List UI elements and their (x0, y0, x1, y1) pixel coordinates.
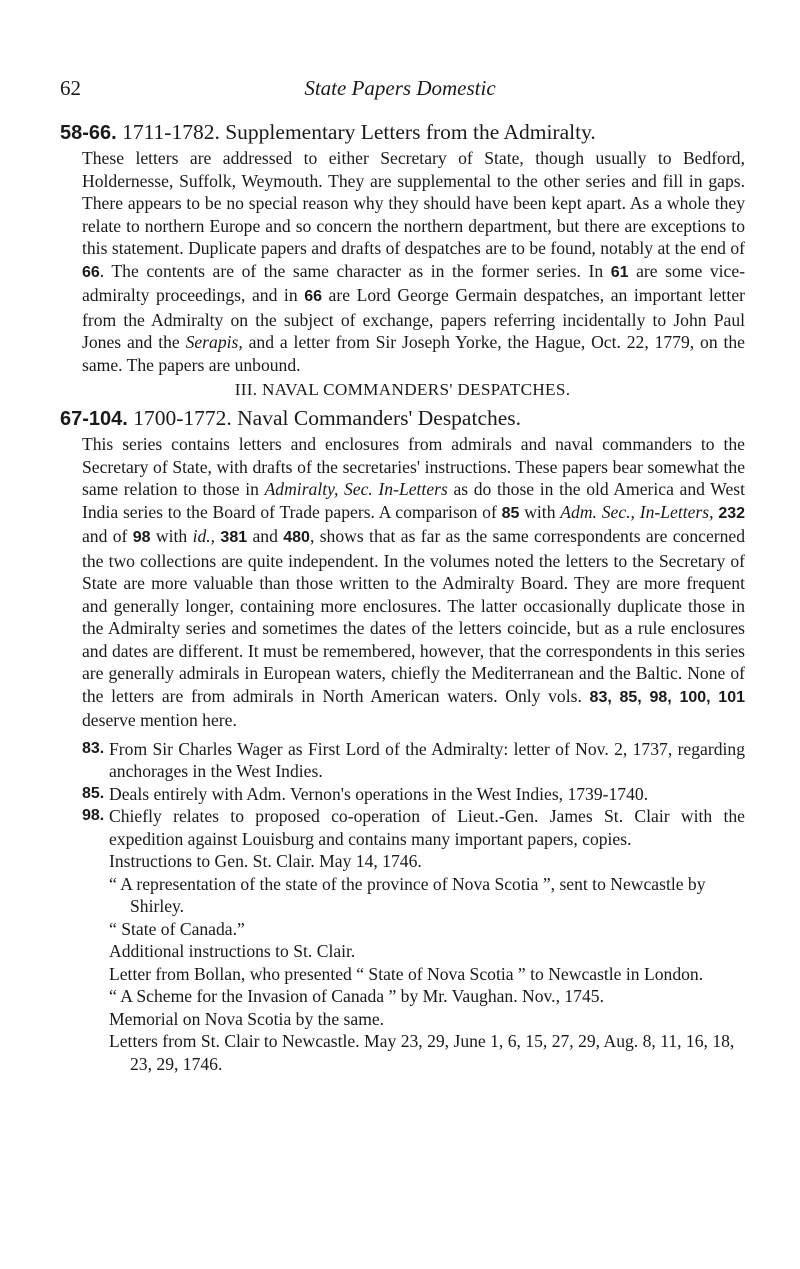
entry-paragraph-67-104 (60, 433, 745, 732)
list-item: “ A representation of the state of the province of Nova Scotia ”, sent to Newcastle by Shirley. (109, 873, 706, 916)
list-item: Instructions to Gen. St. Clair. May 14, 1746. (109, 851, 422, 871)
volume-ref: 85 (501, 504, 520, 522)
volume-ref: 98 (132, 529, 151, 546)
text-run: with (519, 501, 561, 522)
section-title: III. NAVAL COMMANDERS' DESPATCHES. (234, 380, 571, 399)
text-run: and of (82, 526, 133, 546)
source-title: id., (192, 526, 216, 546)
entry-dates: 1700-1772. (133, 406, 232, 430)
volume-ref: 66 (82, 263, 100, 281)
volume-item-85 (60, 783, 745, 806)
text-run: as do those in the old America and West India series to the Board of Trade papers. A comparison of (82, 479, 745, 522)
text-run: , shows that as far as the same correspondents are concerned the two collections are quite independent. In the volumes noted the letters to the Secretary of State are more valuable than those written to the Admiralty Board. They are more frequent and generally longer, containing more enclosures. The latter occasionally duplicate those in the Admiralty series and sometimes the dates of the letters coincide, but as a rule enclosures and dates are different. It must be remembered, however, that the correspondents in this series are generally admirals in European waters, chiefly the Mediterranean and the Baltic. None of the letters are from admirals in North American waters. Only vols. (82, 526, 746, 706)
entry-number: 67-104. (60, 408, 128, 430)
entry-paragraph-58-66 (60, 147, 745, 376)
volume-ref: 83, 85, 98, 100, 101 (589, 688, 746, 706)
list-item: Letter from Bollan, who presented “ State of Nova Scotia ” to Newcastle in London. (109, 963, 704, 984)
text-run: are some vice-admiralty proceedings, and in (82, 260, 745, 305)
running-head (60, 76, 740, 102)
text-run: deserve mention here. (82, 710, 237, 730)
text-run: This series contains letters and enclosures from admirals and naval commanders to the Secretary of State, with drafts of the secretaries' instructions. These papers bear somewhat the same relation to those in (82, 434, 745, 499)
text-run: and (247, 526, 284, 546)
volume-description: Chiefly relates to proposed co-operation of Lieut.-Gen. James St. Clair with the expedition against Louisburg and contains many important papers, copies. (109, 806, 745, 849)
list-item: Memorial on Nova Scotia by the same. (109, 1008, 385, 1029)
list-item: “ State of Canada.” (109, 918, 245, 939)
volume-item-98 (60, 805, 745, 850)
list-item: “ A Scheme for the Invasion of Canada ” by Mr. Vaughan. Nov., 1745. (109, 986, 604, 1006)
text-run: These letters are addressed to either Secretary of State, though usually to Bedford, Holdernesse, Suffolk, Weymouth. They are supplemental to the other series and fill in gaps. There appears to be no special reason why they should have been kept apart. As a whole they relate to northern Europe and so concern the northern department, but there are exceptions to this statement. Duplicate papers and drafts of despatches are to be found, notably at the end of (82, 148, 745, 258)
list-item: Additional instructions to St. Clair. (109, 941, 356, 961)
volume-ref: 232 (718, 504, 746, 522)
volume-item-83 (60, 738, 745, 783)
entry-heading-58-66 (60, 118, 745, 147)
text-run: and a letter from Sir Joseph Yorke, the Hague, Oct. 22, 1779, on the same. The papers are unbound. (82, 332, 745, 375)
entry-title: Supplementary Letters from the Admiralty. (225, 120, 596, 144)
text-run: are Lord George Germain despatches, an important letter from the Admiralty on the subject of exchange, papers referring incidentally to John Paul Jones and the (82, 285, 745, 352)
ship-name: Serapis, (185, 332, 243, 352)
volume-description: Deals entirely with Adm. Vernon's operations in the West Indies, 1739-1740. (109, 783, 649, 804)
text-run: with (150, 526, 193, 546)
body-text (60, 118, 745, 1075)
source-title: Adm. Sec., In-Letters, (560, 501, 714, 522)
volume-description: From Sir Charles Wager as First Lord of the Admiralty: letter of Nov. 2, 1737, regarding anchorages in the West Indies. (109, 738, 745, 781)
volume-number: 83. (82, 739, 105, 757)
source-title: Admiralty, Sec. In-Letters (264, 479, 448, 499)
entry-heading-67-104 (60, 404, 745, 433)
entry-title: Naval Commanders' Despatches. (237, 406, 522, 430)
running-title: State Papers Domestic (304, 76, 496, 100)
entry-dates: 1711-1782. (122, 120, 220, 144)
volume-ref: 381 (220, 529, 248, 546)
page-number: 62 (60, 76, 81, 100)
list-item: Letters from St. Clair to Newcastle. May 23, 29, June 1, 6, 15, 27, 29, Aug. 8, 11, 16, 18, 23, 29, 1746. (109, 1031, 735, 1074)
volume-number: 98. (82, 807, 105, 824)
entry-number: 58-66. (60, 122, 117, 144)
volume-98-contents (60, 850, 745, 1075)
volume-ref: 66 (304, 288, 322, 305)
text-run: . The contents are of the same character as in the former series. In (99, 260, 611, 281)
volume-ref: 480 (283, 529, 310, 546)
volume-ref: 61 (610, 263, 629, 281)
volume-number: 85. (82, 784, 105, 802)
